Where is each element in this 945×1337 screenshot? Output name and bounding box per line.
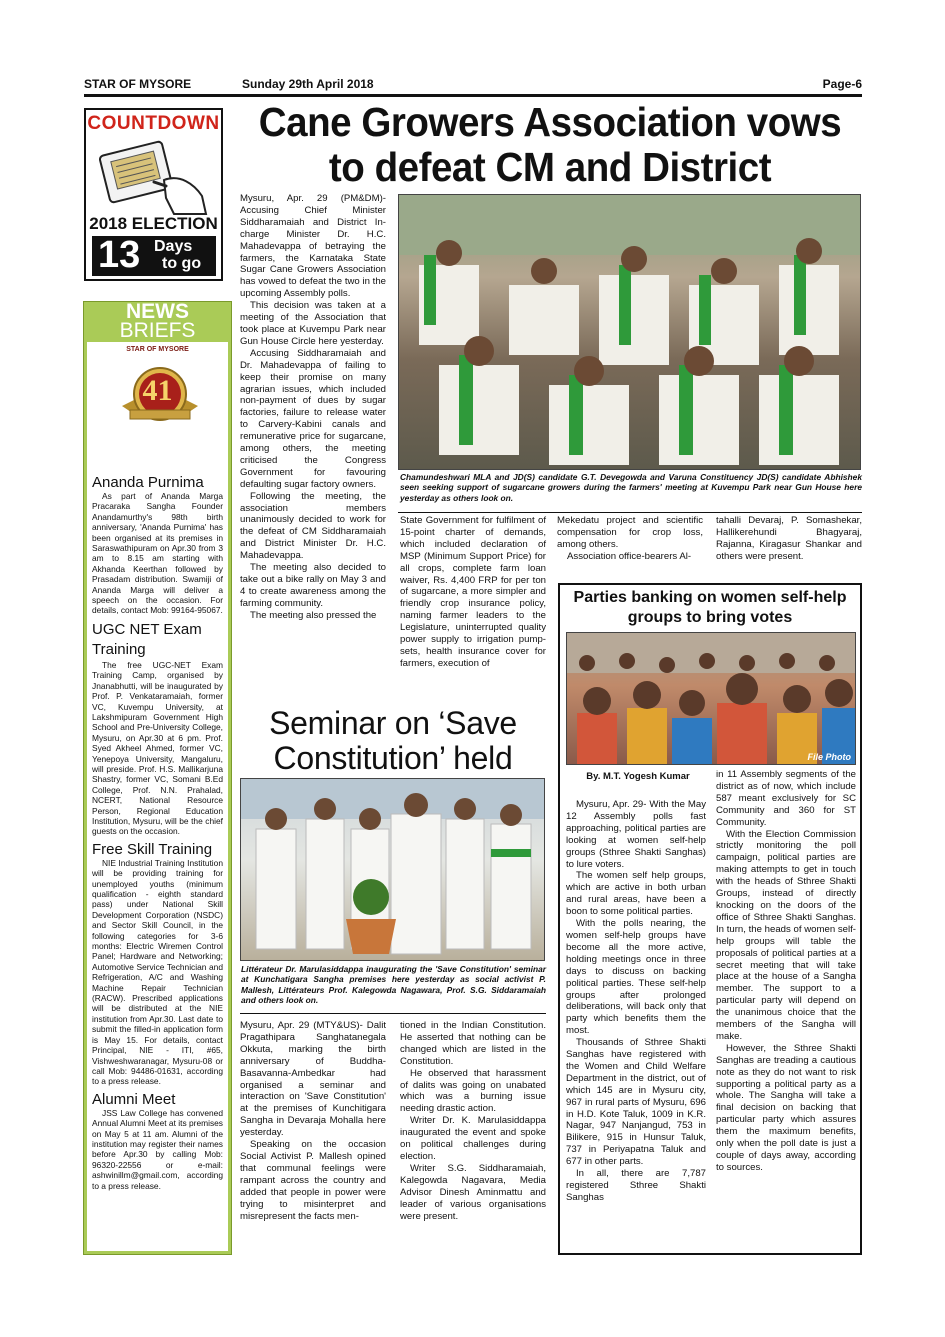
farmers-meeting-photo	[398, 194, 861, 470]
shg-column-1	[566, 799, 706, 1204]
seminar-photo-caption: Littérateur Dr. Marulasiddappa inaugurating the 'Save Constitution' seminar at Kunchatigara Sangha premises here yesterday as social activist P. Mallesh, Littérateurs Prof. Kalegowda Nagawara, Prof. S.G. Siddaramaiah and others look on.	[241, 964, 546, 1006]
paragraph: In all, there are 7,787 registered Sthree Shakti Sanghas	[566, 1168, 706, 1203]
brief-title: Alumni Meet	[92, 1090, 176, 1108]
news-word: NEWS	[126, 300, 189, 323]
photo-credit: File Photo	[807, 752, 851, 762]
paragraph: Writer Dr. K. Marulasiddappa inaugurated the event and spoke on political challenges during election.	[400, 1115, 546, 1162]
seminar-caption-rule	[240, 1013, 546, 1014]
paragraph: Following the meeting, the association members unanimously decided to work for the defeat of CM Siddharamaiah and District Minister Dr. H.C. Mahadevappa.	[240, 490, 386, 562]
brief-body: As part of Ananda Marga Pracaraka Sangha Founder Anandamurthy's 98th birth anniversary, 'Ananda Purnima' has been organised at its premises in Saraswathipuram on Apr.30 from 3 am to 8.15 am starting with Akhanda Keerthan followed by Prasadam distribution. Swamiji of Ananda Marga will deliver a speech on the occasion. For details, contact Mob: 99164-95067.	[92, 491, 223, 616]
news-briefs-sidebar	[83, 301, 232, 1255]
caption-rule	[398, 512, 862, 513]
paragraph: Mysuru, Apr. 29 (MTY&US)- Dalit Pragathipara Sanghatanegala Okkuta, marking the birth anniversary of Buddha-Basavanna-Ambedkar had organised a seminar and interaction on 'Save Constitution' at the premises of Kunchitigara Sangha in Devaraja Mohalla here yesterday.	[240, 1020, 386, 1139]
to-go-word: to go	[162, 255, 202, 272]
paragraph: tioned in the Indian Constitution. He asserted that nothing can be changed which are listed in the Constitution.	[400, 1020, 546, 1067]
paragraph: With the Election Commission strictly monitoring the poll campaign, political parties are making attempts to get in touch with the heads of Sthree Shakti Groups, instead of directly knocking on the doors of the office of Sthree Shakti Sanghas. In turn, the heads of women self-help groups will table the proposals of political parties at a secret meeting that will take place at the house of a Sangha member. The support to a particular party will depend on the unanimous choice that the members of the Sangha will make.	[716, 828, 856, 1042]
anniversary-logo	[92, 346, 223, 436]
paragraph: He observed that harassment of dalits was going on unabated which was a burning issue needing drastic action.	[400, 1067, 546, 1115]
brief-title: UGC NET Exam Training	[92, 620, 202, 658]
briefs-word: BRIEFS	[119, 319, 196, 342]
lead-headline: Cane Growers Association vows to defeat CM and District	[258, 99, 842, 190]
paragraph: Writer S.G. Siddharamaiah, Kalegowda Nagavara, Media Advisor Dinesh Aminmattu and leader of various organisations were present.	[400, 1162, 546, 1222]
lead-photo-caption: Chamundeshwari MLA and JD(S) candidate G.T. Devegowda and Varuna Constituency JD(S) candidate Abhishek seen seeking support of sugarcane growers during the farmers' meeting at Kuvempu Park near Gun House here yesterday as others look on.	[400, 472, 862, 503]
page-header	[84, 75, 862, 93]
paragraph: Association office-bearers Al-	[567, 550, 692, 562]
brief-ananda	[92, 474, 223, 616]
logo-number: 41	[142, 374, 173, 407]
days-counter	[92, 236, 216, 276]
paragraph: The meeting also pressed the	[250, 609, 377, 621]
countdown-label: COUNTDOWN	[87, 113, 220, 134]
voting-machine-icon	[94, 140, 214, 218]
lead-column-3	[557, 515, 703, 563]
paragraph: Mysuru, Apr. 29- With the May 12 Assembly polls fast approaching, political parties are looking at women self-help groups (Sthree Shakti Sanghas) to lure voters.	[566, 799, 706, 870]
lead-column-4	[716, 515, 862, 563]
issue-date: Sunday 29th April 2018	[242, 77, 374, 91]
women-crowd-illustration	[567, 633, 856, 765]
paragraph: With the polls nearing, the women self-help groups have become all the more active, holding meetings once in three days to discuss on backing political parties. These self-help groups after prolonged deliberations, will back only that party which benefits them the most.	[566, 918, 706, 1037]
days-number: 13	[98, 234, 141, 276]
paragraph: This decision was taken at a meeting of the Association that took place at Kuvempu Park near Gun House Circle here yesterday.	[240, 300, 386, 347]
lead-column-1	[240, 193, 386, 622]
news-briefs-content	[87, 342, 228, 1251]
brief-skill	[92, 841, 223, 1087]
brief-body: The free UGC-NET Exam Training Camp, organised by Jnanabhutti, will be inaugurated by Prof. P. Venkataramaiah, former VC, Kuvempu University, at Lakshmipuram Government High School and Pre-University College, Mysuru, on Apr.30 at 6 pm. Prof. Syed Akheel Ahmed, former VC, Yenepoya University, Mangaluru, will preside. Prof. H.S. Mallikarjuna Shastry, former VC, Somani B.Ed College, Prof. N.N. Prahalad, NCERT, National Resource Person, Regional Education Institution, Mysuru, will be the chief guests on the occasion.	[92, 659, 223, 837]
seminar-column-2	[400, 1020, 546, 1222]
brief-title: Free Skill Training	[92, 840, 213, 858]
page-number: Page-6	[822, 77, 862, 91]
lead-column-2	[400, 515, 546, 670]
shg-byline: By. M.T. Yogesh Kumar	[586, 771, 690, 782]
seminar-photo	[240, 778, 545, 961]
shg-column-2	[716, 769, 856, 1174]
paper-name: STAR OF MYSORE	[84, 77, 192, 91]
paragraph: Mekedatu project and scientific compensation for crop loss, among others.	[557, 515, 703, 550]
shg-photo	[566, 632, 856, 765]
paragraph: Speaking on the occasion Social Activist P. Mallesh opined that communal feelings were rampant across the country and added that people in power were trying to misinterpret and misrepresent the facts men-	[240, 1139, 386, 1222]
paragraph: Accusing Siddharamaiah and Dr. Mahadevappa of failing to keep their promise on many agrarian issues, which included non-payment of dues by sugar factories, failure to release water to Carvery-Kabini canals and remunerative price for sugarcane, among others, the meeting criticised the Congress Government for favouring defaulting sugar factory owners.	[240, 347, 386, 490]
election-label: 2018 ELECTION	[89, 214, 218, 233]
paragraph: Mysuru, Apr. 29 (PM&DM)- Accusing Chief Minister Siddharamaiah and District In-charge Minister Dr. H.C. Mahadevappa of betraying the farmers, the Karnataka State Sugar Cane Growers Association has vowed to defeat the two in the upcoming Assembly polls.	[240, 193, 386, 300]
paragraph: in 11 Assembly segments of the district as of now, which include 587 meant exclusively for SC Community and 360 for ST Community.	[716, 769, 856, 828]
seminar-column-1	[240, 1020, 386, 1222]
farmers-crowd-illustration	[399, 195, 861, 470]
seminar-headline: Seminar on ‘Save Constitution’ held	[269, 705, 517, 776]
paragraph: The meeting also decided to take out a bike rally on May 3 and 4 to create awareness among the farming community.	[240, 562, 386, 609]
logo-year: Estd. 1978	[145, 363, 170, 369]
paragraph: Thousands of Sthree Shakti Sanghas have registered with the Women and Child Welfare Department in the district, out of which 145 are in Mysuru city, 967 in rural parts of Mysuru, 696 in H.D. Kote Taluk, 1009 in K.R. Nagar, 947 Nanjangud, 753 in Bilikere, 915 in Hunsur Taluk, 737 in Periyapatna Taluk and 677 in other parts.	[566, 1037, 706, 1168]
seminar-group-illustration	[241, 779, 545, 961]
header-rule	[84, 94, 862, 97]
logo-paper-name: STAR OF MYSORE	[126, 346, 189, 353]
paragraph: However, the Sthree Shakti Sanghas are treading a cautious note as they do not want to risk supporting a political party as a whole. The Sangha will take a final decision on backing that particular party which assures them the maximum benefits, only when the poll date is just a couple of days away, according to sources.	[716, 1042, 856, 1173]
paragraph: tahalli Devaraj, P. Somashekar, Hallikerehundi Bhagyaraj, Rajanna, Kiragasur Shankar and others were present.	[716, 515, 862, 562]
brief-ugc	[92, 620, 223, 837]
brief-body: JSS Law College has convened Annual Alumni Meet at its premises on May 5 at 11 am. Alumni of the institution may register their names before Apr.30 by calling Mob: 96320-22556 or e-mail: ashwinillm@gmail.com, according to a press release.	[92, 1107, 223, 1191]
shg-story-box	[558, 583, 862, 1255]
brief-body: NIE Industrial Training Institution will be providing training for unemployed youths (minimum qualification - eighth standard pass) under National Skill Development Corporation (NSDC) and Sector Skill Council, in the following categories for 3-6 months: Electric Wiremen Control Panel; Hardware and Networking; Automotive Service Technician and Refrigeration, A/C and Washing Machine Repair Technician (RACW). Prescribed applications will be distributed at the NIE institution from Apr.30. Last date to submit the filled-in application form is May 15. For details, contact Principal, NIE - ITI, #65, Vishweshwaranagar, Mysuru-08 or call Mob: 94486-01631, according to a press release.	[92, 857, 223, 1087]
brief-title: Ananda Purnima	[92, 474, 204, 491]
news-briefs-title	[84, 302, 231, 340]
countdown-box	[84, 108, 223, 281]
brief-alumni	[92, 1091, 223, 1191]
days-word: Days	[154, 238, 193, 255]
paragraph: State Government for fulfilment of 15-point charter of demands, which included declaration of MSP (Minimum Support Price) for all crops, complete farm loan waiver, Rs. 4,400 FRP for per ton of sugarcane, a more simpler and friendly crop insurance policy, naming farmer leaders to the Legislature, uninterrupted quality power supply to irrigation pump-sets, health insurance cover for farmers, execution of	[400, 515, 546, 669]
paragraph: The women self help groups, which are active in both urban and rural areas, have been a boon to some political parties.	[566, 870, 706, 918]
shg-headline: Parties banking on women self-help groups to bring votes	[573, 589, 847, 626]
